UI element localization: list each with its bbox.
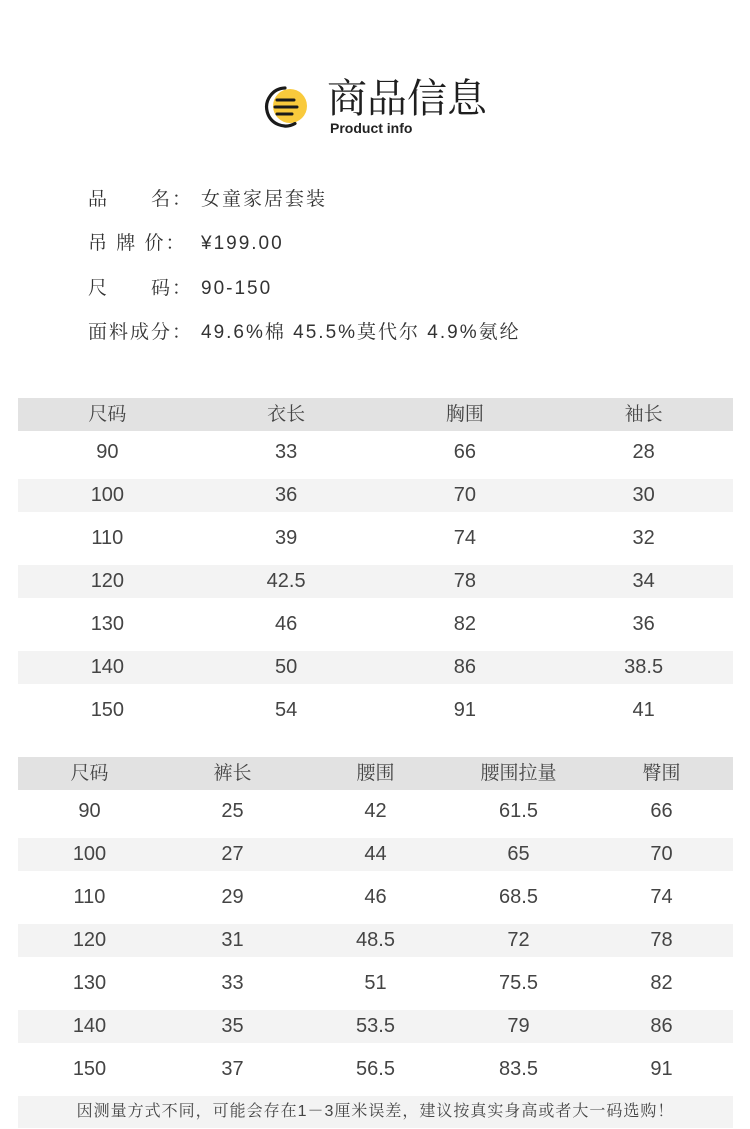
table-cell: 46 — [275, 613, 298, 635]
table-row — [18, 474, 733, 517]
table-cell: 29 — [221, 886, 244, 908]
table-cell: 35 — [221, 1015, 244, 1037]
info-row-fabric — [88, 311, 648, 355]
size-chart-bottom — [18, 757, 733, 1091]
table-cell: 82 — [453, 613, 476, 635]
table-row — [18, 1048, 733, 1091]
size-chart-top — [18, 398, 733, 732]
table-row — [18, 876, 733, 919]
table-cell: 54 — [275, 699, 298, 721]
table-cell: 74 — [453, 527, 476, 549]
table-cell: 79 — [507, 1015, 530, 1037]
table-cell: 25 — [221, 800, 244, 822]
table-cell: 140 — [90, 656, 125, 678]
table-header-row — [18, 757, 733, 790]
table-cell: 90 — [96, 441, 119, 463]
info-row-size-range — [88, 267, 648, 311]
table-row — [18, 603, 733, 646]
table-row — [18, 646, 733, 689]
info-label: 吊 牌 价： — [88, 233, 187, 255]
table-cell: 31 — [221, 929, 244, 951]
table-cell: 130 — [90, 613, 125, 635]
table-cell: 91 — [650, 1058, 673, 1080]
table-row — [18, 689, 733, 732]
column-header: 腰围 — [356, 763, 395, 784]
table-cell: 82 — [650, 972, 673, 994]
product-info-list — [88, 178, 648, 355]
table-cell: 150 — [90, 699, 125, 721]
table-cell: 42.5 — [266, 570, 306, 592]
table-cell: 61.5 — [499, 800, 538, 822]
table-cell: 150 — [72, 1058, 107, 1080]
table-cell: 78 — [650, 929, 673, 951]
table-cell: 51 — [364, 972, 387, 994]
table-cell: 91 — [453, 699, 476, 721]
table-cell: 65 — [507, 843, 530, 865]
table-cell: 48.5 — [356, 929, 395, 951]
table-cell: 42 — [364, 800, 387, 822]
table-row — [18, 833, 733, 876]
table-cell: 140 — [72, 1015, 107, 1037]
table-row — [18, 962, 733, 1005]
table-cell: 120 — [72, 929, 107, 951]
table-header-row — [18, 398, 733, 431]
table-cell: 34 — [632, 570, 655, 592]
table-cell: 68.5 — [499, 886, 538, 908]
table-cell: 100 — [72, 843, 107, 865]
table-cell: 53.5 — [356, 1015, 395, 1037]
table-cell: 86 — [650, 1015, 673, 1037]
table-cell: 36 — [632, 613, 655, 635]
table-row — [18, 431, 733, 474]
table-cell: 70 — [453, 484, 476, 506]
column-header: 裤长 — [213, 763, 252, 784]
table-cell: 36 — [275, 484, 298, 506]
table-cell: 66 — [453, 441, 476, 463]
table-cell: 90 — [78, 800, 101, 822]
page-title: 商品信息 — [327, 77, 487, 121]
list-circle-icon — [264, 85, 310, 129]
table-cell: 75.5 — [499, 972, 538, 994]
table-cell: 74 — [650, 886, 673, 908]
info-label: 品 名： — [88, 189, 194, 210]
table-cell: 110 — [91, 527, 124, 549]
table-row — [18, 919, 733, 962]
column-header: 尺码 — [70, 763, 109, 784]
info-row-tag-price — [88, 222, 648, 266]
info-row-product-name — [88, 178, 648, 222]
table-row — [18, 1005, 733, 1048]
info-value: 女童家居套装 — [201, 189, 328, 210]
table-cell: 100 — [90, 484, 125, 506]
table-row — [18, 560, 733, 603]
column-header: 腰围拉量 — [480, 763, 557, 784]
table-cell: 120 — [90, 570, 125, 592]
table-cell: 50 — [275, 656, 298, 678]
measurement-note: 因测量方式不同，可能会存在1－3厘米误差，建议按真实身高或者大一码选购！ — [18, 1096, 733, 1128]
table-cell: 37 — [221, 1058, 244, 1080]
info-value: 49.6%棉 45.5%莫代尔 4.9%氨纶 — [201, 321, 521, 343]
info-label: 尺 码： — [88, 277, 194, 299]
table-cell: 33 — [275, 441, 298, 463]
column-header: 袖长 — [624, 404, 663, 425]
table-cell: 56.5 — [356, 1058, 395, 1080]
table-cell: 32 — [632, 527, 655, 549]
table-cell: 70 — [650, 843, 673, 865]
table-cell: 110 — [73, 886, 106, 908]
table-cell: 27 — [221, 843, 244, 865]
table-cell: 130 — [72, 972, 107, 994]
table-cell: 46 — [364, 886, 387, 908]
table-cell: 78 — [453, 570, 476, 592]
column-header: 胸围 — [445, 404, 484, 425]
column-header: 衣长 — [267, 404, 306, 425]
table-cell: 41 — [632, 699, 655, 721]
table-cell: 28 — [632, 441, 655, 463]
column-header: 尺码 — [88, 404, 127, 425]
table-cell: 30 — [632, 484, 655, 506]
table-cell: 66 — [650, 800, 673, 822]
table-cell: 38.5 — [624, 656, 664, 678]
table-cell: 86 — [453, 656, 476, 678]
info-label: 面料成分： — [88, 321, 194, 343]
page-subtitle: Product info — [330, 120, 413, 136]
table-row — [18, 517, 733, 560]
table-cell: 72 — [507, 929, 530, 951]
info-value: ¥199.00 — [201, 233, 284, 255]
column-header: 臀围 — [642, 763, 681, 784]
table-cell: 39 — [275, 527, 298, 549]
table-cell: 83.5 — [499, 1058, 538, 1080]
table-cell: 44 — [364, 843, 387, 865]
info-value: 90-150 — [201, 277, 273, 299]
table-row — [18, 790, 733, 833]
table-cell: 33 — [221, 972, 244, 994]
